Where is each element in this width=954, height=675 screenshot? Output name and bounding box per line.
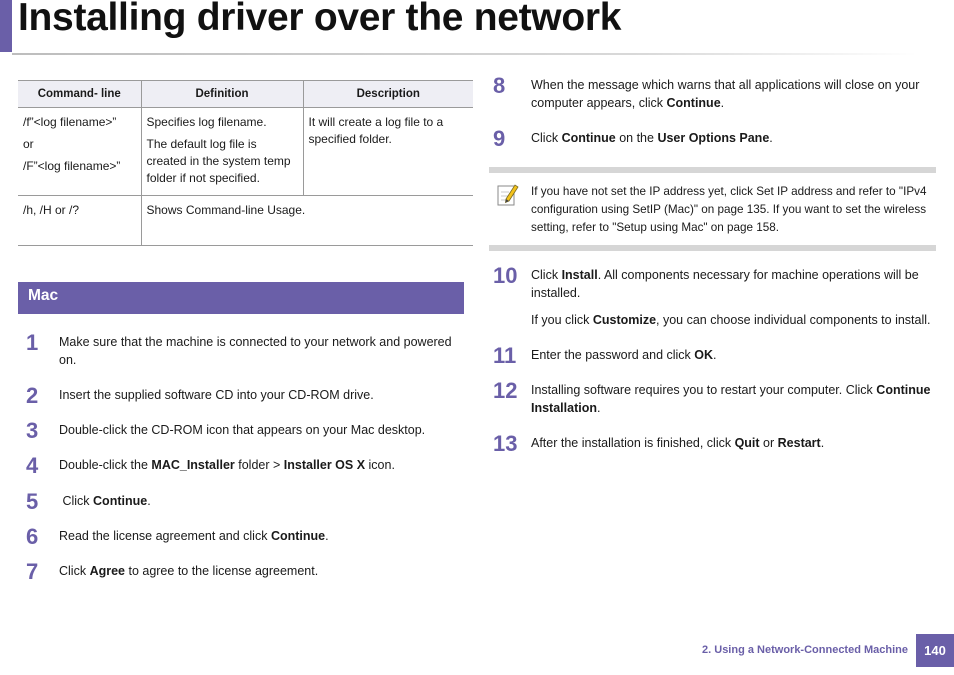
note-pencil-icon — [497, 183, 519, 207]
table-header-command: Command- line — [18, 81, 141, 108]
step-number: 7 — [26, 559, 39, 584]
button-name: Customize — [592, 313, 657, 327]
step-9 — [493, 126, 939, 151]
step-text: After the installation is finished, click — [531, 436, 735, 450]
table-cell-command: /h, /H or /? — [18, 196, 141, 246]
step-number: 10 — [493, 263, 518, 288]
folder-name: MAC_Installer — [151, 458, 235, 472]
step-text: If you click — [531, 313, 593, 327]
command-line-text: /F”<log filename>” — [23, 159, 121, 173]
button-name: Restart — [777, 436, 821, 450]
step-text: or — [759, 436, 778, 450]
title-rule — [12, 53, 917, 55]
step-text: Click — [59, 494, 94, 508]
table-cell-definition — [141, 108, 303, 196]
step-2 — [26, 383, 466, 408]
table-header-description: Description — [303, 81, 473, 108]
step-text: . All components necessary for machine operations will be installed. — [531, 268, 919, 300]
command-line-table — [18, 80, 473, 246]
step-text: . — [147, 494, 151, 508]
step-text: icon. — [365, 458, 395, 472]
step-8 — [493, 73, 939, 112]
step-3 — [26, 418, 466, 443]
button-name: Continue — [561, 131, 616, 145]
step-text: folder > — [234, 458, 284, 472]
step-10 — [493, 263, 939, 329]
step-5 — [26, 489, 466, 514]
button-name: Continue Installation — [531, 383, 931, 415]
step-text: . — [325, 529, 329, 543]
note-text: If you have not set the IP address yet, click Set IP address and refer to "IPv4 configuration using SetIP (Mac)" on page 135. If you want to set the wireless setting, refer to "Setup using Mac" on page 158. — [531, 185, 927, 234]
step-text: Make sure that the machine is connected to your network and powered on. — [59, 335, 452, 367]
step-12 — [493, 378, 939, 417]
button-name: Continue — [666, 96, 721, 110]
button-name: Agree — [89, 564, 125, 578]
step-text: Click — [531, 131, 562, 145]
definition-text: Specifies log filename. — [146, 115, 267, 129]
step-text: Installing software requires you to restart your computer. Click — [531, 383, 877, 397]
pane-name: User Options Pane — [657, 131, 770, 145]
page-number-badge: 140 — [916, 634, 954, 667]
command-line-text: /f”<log filename>” — [23, 115, 117, 129]
note-box — [489, 167, 936, 251]
step-text: Read the license agreement and click — [59, 529, 271, 543]
command-line-text: or — [23, 137, 34, 151]
step-text: to agree to the license agreement. — [125, 564, 319, 578]
step-text: Insert the supplied software CD into your CD-ROM drive. — [59, 388, 374, 402]
step-number: 13 — [493, 431, 518, 456]
step-text: Double-click the CD-ROM icon that appears on your Mac desktop. — [59, 423, 426, 437]
step-text: . — [713, 348, 717, 362]
step-number: 2 — [26, 383, 39, 408]
table-cell-command — [18, 108, 141, 196]
step-13 — [493, 431, 939, 456]
step-number: 11 — [493, 343, 517, 368]
page-title: Installing driver over the network — [18, 0, 622, 39]
step-text: Click — [531, 268, 562, 282]
step-text: When the message which warns that all applications will close on your computer appears, click — [531, 78, 920, 110]
step-text: . — [769, 131, 773, 145]
table-cell-description — [303, 108, 473, 196]
definition-text: The default log file is created in the system temp folder if not specified. — [146, 137, 291, 185]
step-number: 6 — [26, 524, 39, 549]
step-4 — [26, 453, 466, 478]
step-11 — [493, 343, 939, 368]
step-text: . — [720, 96, 725, 110]
step-text: , you can choose individual components to install. — [656, 313, 931, 327]
step-text: . — [820, 436, 825, 450]
step-text: . — [596, 401, 601, 415]
icon-name: Installer OS X — [283, 458, 366, 472]
step-number: 8 — [493, 73, 506, 98]
step-number: 3 — [26, 418, 39, 443]
step-number: 12 — [493, 378, 518, 403]
step-number: 5 — [26, 489, 39, 514]
button-name: Continue — [270, 529, 326, 543]
table-header-definition: Definition — [141, 81, 303, 108]
button-name: OK — [694, 348, 714, 362]
step-text: on the — [615, 131, 658, 145]
description-text: It will create a log file to a specified folder. — [308, 115, 444, 146]
button-name: Continue — [93, 494, 148, 508]
step-text: Click — [59, 564, 90, 578]
step-6 — [26, 524, 466, 549]
section-header-mac: Mac — [18, 282, 464, 314]
table-header-row — [18, 81, 473, 108]
step-number: 4 — [26, 453, 39, 478]
step-text: Enter the password and click — [531, 348, 695, 362]
footer-chapter-label: 2. Using a Network-Connected Machine — [702, 644, 908, 656]
table-row — [18, 108, 473, 196]
step-text: Double-click the — [59, 458, 152, 472]
step-number: 1 — [26, 330, 39, 355]
title-accent-bar — [0, 0, 12, 52]
table-cell-definition: Shows Command-line Usage. — [141, 196, 473, 246]
step-1 — [26, 330, 466, 369]
step-number: 9 — [493, 126, 506, 151]
step-7 — [26, 559, 466, 584]
table-row — [18, 196, 473, 246]
button-name: Quit — [734, 436, 760, 450]
button-name: Install — [561, 268, 598, 282]
